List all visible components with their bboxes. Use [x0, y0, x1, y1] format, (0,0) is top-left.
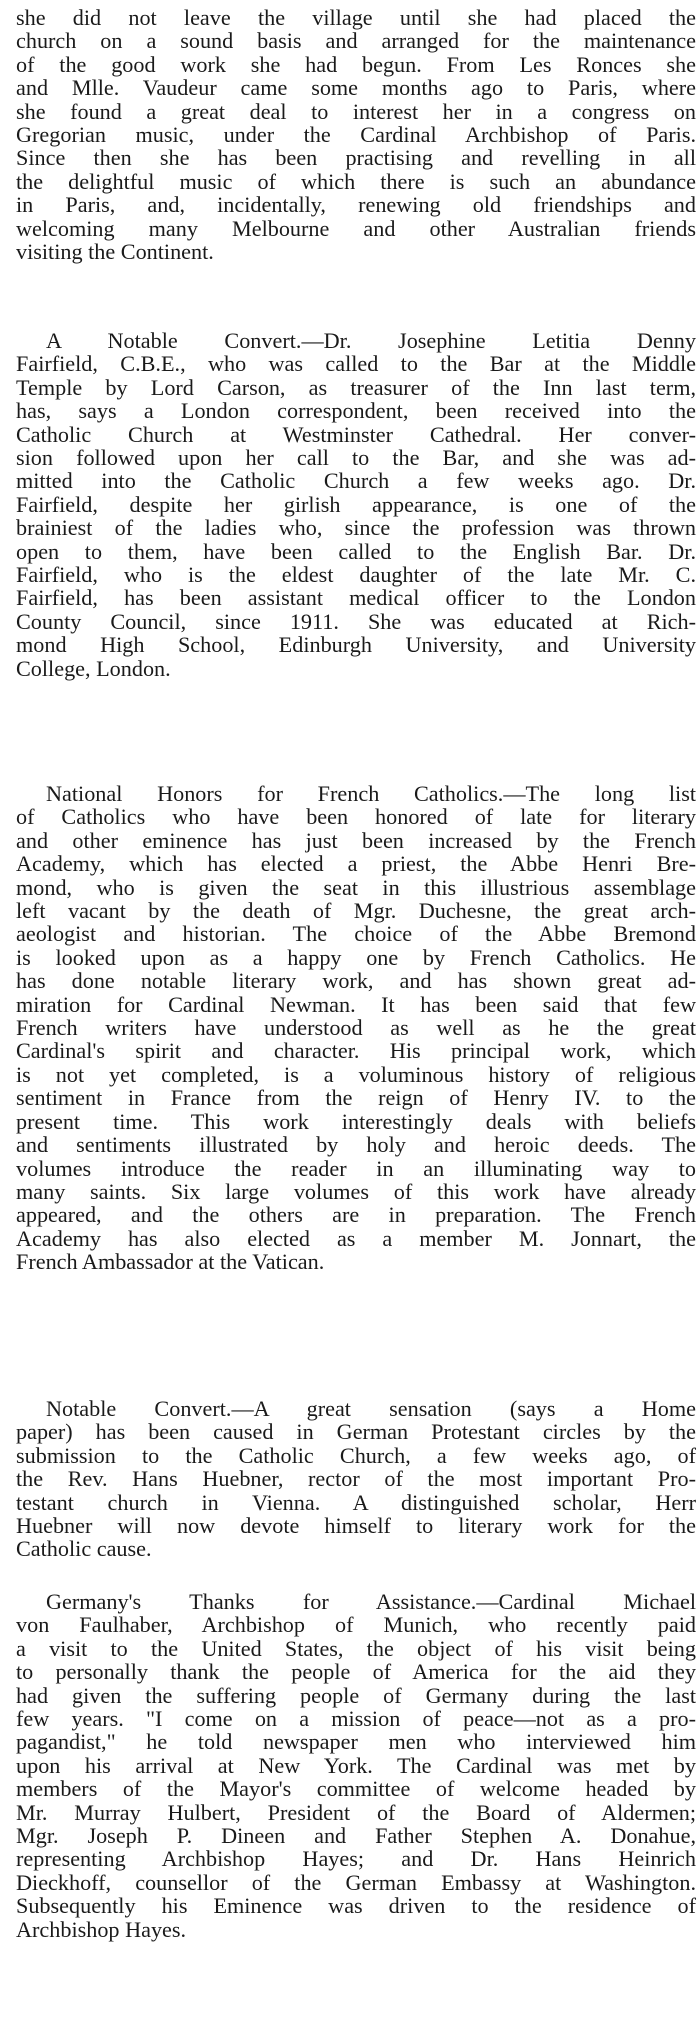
- text-line: to personally thank the people of America for the aid they: [16, 1659, 696, 1685]
- text-line: of the good work she had begun. From Les Ronces she: [16, 51, 696, 77]
- paragraph-germanys-thanks: [0, 1590, 700, 1941]
- text-line: mond, who is given the seat in this illustrious assemblage: [16, 874, 696, 900]
- text-line: mitted into the Catholic Church a few weeks ago. Dr.: [16, 468, 696, 494]
- text-line: and sentiments illustrated by holy and heroic deeds. The: [16, 1132, 696, 1158]
- text-line: and other eminence has just been increased by the French: [16, 827, 696, 853]
- text-line: has done notable literary work, and has shown great ad-: [16, 968, 696, 994]
- text-line: a visit to the United States, the object of his visit being: [16, 1635, 696, 1661]
- text-line: paper) has been caused in German Protestant circles by the: [16, 1419, 696, 1445]
- text-line: few years. "I come on a mission of peace—not as a pro-: [16, 1706, 696, 1732]
- text-line: mond High School, Edinburgh University, and University: [16, 632, 696, 658]
- text-line: Since then she has been practising and revelling in all: [16, 145, 696, 171]
- text-line: von Faulhaber, Archbishop of Munich, who recently paid: [16, 1612, 696, 1638]
- paragraph-national-honors: [0, 782, 700, 1274]
- text-line: Fairfield, who is the eldest daughter of the late Mr. C.: [16, 562, 696, 588]
- text-line: Fairfield, has been assistant medical officer to the London: [16, 585, 696, 611]
- text-line: had given the suffering people of Germany during the last: [16, 1682, 696, 1708]
- text-line: French writers have understood as well as he the great: [16, 1015, 696, 1041]
- text-line: aeologist and historian. The choice of the Abbe Bremond: [16, 921, 696, 947]
- text-line: and Mlle. Vaudeur came some months ago to Paris, where: [16, 75, 696, 101]
- text-line: members of the Mayor's committee of welcome headed by: [16, 1776, 696, 1802]
- text-line: Catholic Church at Westminster Cathedral. Her conver-: [16, 421, 696, 447]
- text-line: Mgr. Joseph P. Dineen and Father Stephen A. Donahue,: [16, 1823, 696, 1849]
- paragraph-continuation: [0, 6, 700, 263]
- text-line: Academy has also elected as a member M. Jonnart, the: [16, 1225, 696, 1251]
- text-line: the Rev. Hans Huebner, rector of the most important Pro-: [16, 1466, 696, 1492]
- paragraph-notable-convert-huebner: [0, 1397, 700, 1561]
- text-line: is looked upon as a happy one by French Catholics. He: [16, 944, 696, 970]
- text-line: Gregorian music, under the Cardinal Archbishop of Paris.: [16, 122, 696, 148]
- text-line: volumes introduce the reader in an illuminating way to: [16, 1155, 696, 1181]
- text-line: sentiment in France from the reign of Henry IV. to the: [16, 1085, 696, 1111]
- text-line: brainiest of the ladies who, since the profession was thrown: [16, 515, 696, 541]
- text-line: welcoming many Melbourne and other Australian friends: [16, 215, 696, 241]
- text-line: College, London.: [16, 655, 171, 681]
- paragraph-notable-convert-fairfield: [0, 329, 700, 680]
- text-line: appeared, and the others are in preparation. The French: [16, 1202, 696, 1228]
- text-line: Temple by Lord Carson, as treasurer of the Inn last term,: [16, 374, 696, 400]
- text-line: open to them, have been called to the English Bar. Dr.: [16, 538, 696, 564]
- text-line: Germany's Thanks for Assistance.—Cardinal Michael: [46, 1589, 696, 1614]
- text-line: upon his arrival at New York. The Cardinal was met by: [16, 1752, 696, 1778]
- text-line: Catholic cause.: [16, 1536, 152, 1562]
- text-line: National Honors for French Catholics.—The long list: [46, 781, 696, 806]
- text-line: Fairfield, C.B.E., who was called to the Bar at the Middle: [16, 351, 696, 377]
- text-line: church on a sound basis and arranged for the maintenance: [16, 28, 696, 54]
- text-line: left vacant by the death of Mgr. Duchesne, the great arch-: [16, 898, 696, 924]
- text-line: Archbishop Hayes.: [16, 1916, 187, 1942]
- text-line: many saints. Six large volumes of this work have already: [16, 1178, 696, 1204]
- text-line: sion followed upon her call to the Bar, and she was ad-: [16, 445, 696, 471]
- text-line: Fairfield, despite her girlish appearance, is one of the: [16, 491, 696, 517]
- text-line: County Council, since 1911. She was educated at Rich-: [16, 608, 696, 634]
- text-line: is not yet completed, is a voluminous history of religious: [16, 1061, 696, 1087]
- text-line: Subsequently his Eminence was driven to the residence of: [16, 1893, 696, 1919]
- text-line: A Notable Convert.—Dr. Josephine Letitia Denny: [46, 328, 696, 353]
- text-line: the delightful music of which there is such an abundance: [16, 168, 696, 194]
- text-line: Notable Convert.—A great sensation (says a Home: [46, 1396, 696, 1421]
- text-line: visiting the Continent.: [16, 239, 214, 265]
- text-line: Mr. Murray Hulbert, President of the Board of Aldermen;: [16, 1799, 696, 1825]
- text-line: Cardinal's spirit and character. His principal work, which: [16, 1038, 696, 1064]
- text-line: present time. This work interestingly deals with beliefs: [16, 1108, 696, 1134]
- text-line: Huebner will now devote himself to literary work for the: [16, 1513, 696, 1539]
- text-line: of Catholics who have been honored of late for literary: [16, 804, 696, 830]
- text-line: in Paris, and, incidentally, renewing old friendships and: [16, 192, 696, 218]
- text-line: miration for Cardinal Newman. It has been said that few: [16, 991, 696, 1017]
- text-line: French Ambassador at the Vatican.: [16, 1249, 325, 1275]
- text-line: submission to the Catholic Church, a few weeks ago, of: [16, 1442, 696, 1468]
- text-line: pagandist," he told newspaper men who interviewed him: [16, 1729, 696, 1755]
- text-line: testant church in Vienna. A distinguished scholar, Herr: [16, 1489, 696, 1515]
- text-line: representing Archbishop Hayes; and Dr. Hans Heinrich: [16, 1846, 696, 1872]
- text-line: she did not leave the village until she had placed the: [16, 5, 696, 30]
- text-line: Academy, which has elected a priest, the Abbe Henri Bre-: [16, 851, 696, 877]
- text-line: Dieckhoff, counsellor of the German Embassy at Washington.: [16, 1869, 696, 1895]
- text-line: has, says a London correspondent, been received into the: [16, 398, 696, 424]
- text-line: she found a great deal to interest her in a congress on: [16, 98, 696, 124]
